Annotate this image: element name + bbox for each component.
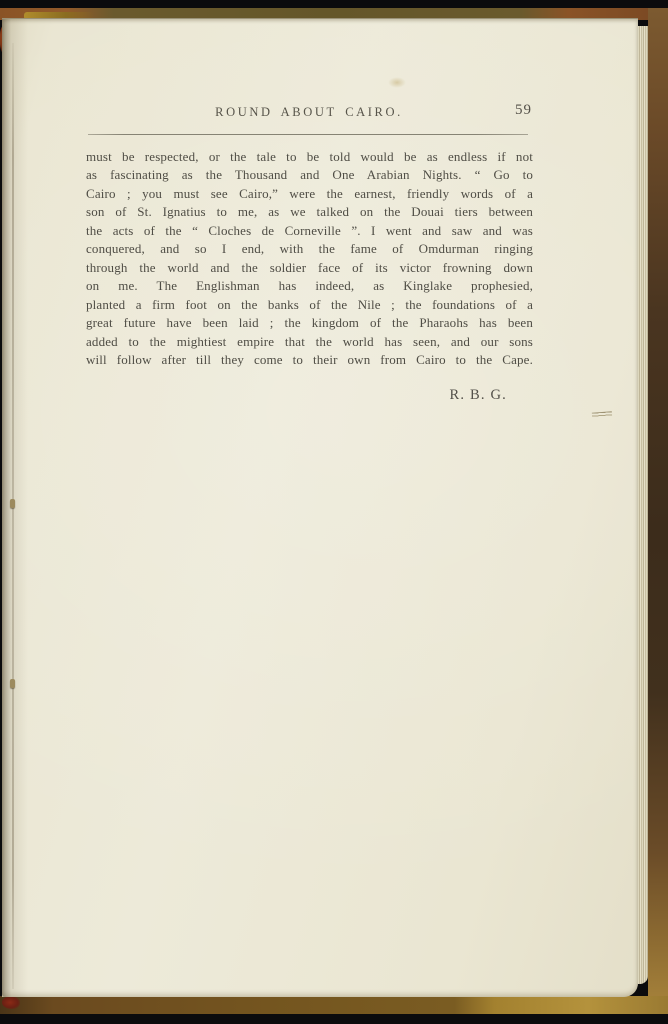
- text-line: Cairo ; you must see Cairo,” were the earnest, friendly words of a: [86, 185, 533, 201]
- text-line: will follow after till they come to their own from Cairo to the Cape.: [86, 351, 533, 367]
- running-title: ROUND ABOUT CAIRO.: [215, 105, 403, 119]
- text-line: must be respected, or the tale to be told would be as endless if not: [86, 149, 533, 164]
- text-line: planted a firm foot on the banks of the Nile ; the foundations of a: [86, 296, 533, 312]
- cover-wear-spot-bottom: [2, 996, 20, 1009]
- page-number: 59: [515, 102, 532, 118]
- text-line: the acts of the “ Cloches de Corneville ”. I went and saw and was: [86, 222, 533, 238]
- text-line: conquered, and so I end, with the fame of Omdurman ringing: [86, 241, 533, 257]
- binding-fold-line: [12, 43, 14, 989]
- text-line: great future have been laid ; the kingdom of the Pharaohs has been: [86, 315, 533, 331]
- binding-stitch: [10, 499, 15, 508]
- paper-scratch: [592, 411, 612, 418]
- text-line: as fascinating as the Thousand and One Arabian Nights. “ Go to: [86, 167, 533, 183]
- binding-stitch: [10, 679, 15, 688]
- page-edges-stack: [638, 26, 648, 984]
- gutter-shadow: [2, 19, 28, 997]
- header-rule: [88, 134, 528, 135]
- book-page: [2, 18, 638, 997]
- text-line: son of St. Ignatius to me, as we talked on the Douai tiers between: [86, 204, 533, 220]
- paragraph: [86, 148, 533, 369]
- book-cover-right-edge: [648, 8, 668, 1014]
- text-line: added to the mightiest empire that the world has seen, and our sons: [86, 333, 533, 349]
- author-initials: R. B. G.: [449, 387, 507, 403]
- book-cover-bottom-edge: [0, 996, 668, 1014]
- text-line: through the world and the soldier face of its victor frowning down: [86, 259, 533, 275]
- paper-stain: [388, 77, 406, 88]
- text-line: on me. The Englishman has indeed, as Kinglake prophesied,: [86, 278, 533, 294]
